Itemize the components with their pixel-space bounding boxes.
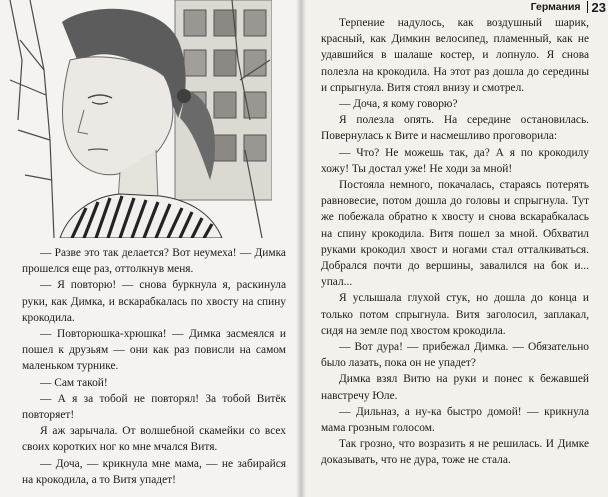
paragraph: — Доча, — крикнула мне мама, — не забирайся на крокодила, а то Витя упадет! [22,457,286,486]
paragraph: — Что? Не можешь так, да? А я по крокодилу хожу! Ты достал уже! Не ходи за мной! [321,146,589,175]
paragraph: — Я повторю! — снова буркнула я, раскинула руки, как Димка, и вскарабкалась по хвосту на спину крокодила. [22,279,286,324]
paragraph: — Разве это так делается? Вот неумеха! — Димка прошелся еще раз, оттолкнув меня. [22,247,286,276]
page-number: 23 [591,0,606,15]
paragraph: Я аж зарычала. От волшебной скамейки со всех своих коротких ног ко мне мчался Витя. [22,425,286,454]
paragraph: — Сам такой! [40,376,108,389]
running-header [531,0,608,14]
paragraph: Я услышала глухой стук, но дошла до конца и только потом спрыгнула. Витя заголосил, заплакал, сидя на земле под хвостом крокодила. [321,292,589,337]
paragraph: — Вот дура! — прибежал Димка. — Обязательно было лазать, пока он не упадет? [321,341,589,370]
girl-illustration [0,0,272,238]
book-gutter [296,0,306,497]
paragraph: Терпение надулось, как воздушный шарик, красный, как Димкин велосипед, пламенный, как не удавшийся в шалаше костер, и лопнуло. Я снова полезла на крокодила. На этот раз дошла до середины и спрыгнула. Витя стоял внизу и смотрел. [321,17,589,94]
paragraph: Димка взял Витю на руки и понес к бежавшей навстречу Юле. [321,373,589,402]
header-divider [587,1,588,13]
chapter-title: Германия [530,1,581,13]
paragraph: — А я за тобой не повторял! За тобой Витёк повторяет! [22,392,286,422]
right-text-block [321,15,589,469]
left-text-block [22,245,286,488]
right-page [301,0,608,497]
paragraph: — Дильназ, а ну-ка быстро домой! — крикнула мама грозным голосом. [321,405,589,435]
paragraph: Постояла немного, покачалась, стараясь потерять равновесие, потом дошла до головы и спрыгнула. Тут же побежала обратно к хвосту и снова вскарабкалась на спину крокодила. Витя пошел за мной. Обхватил руками крокодил хвост и ногами стал отталкиваться. Добрался почти до вершины, завалился на бок и... упал... [321,179,589,289]
paragraph: — Повторюшка-хрюшка! — Димка засмеялся и пошел к друзьям — они как раз повисли на самом маленьком турнике. [22,328,286,373]
left-page [0,0,301,497]
paragraph: Я полезла опять. На середине остановилась. Повернулась к Вите и насмешливо проговорила: [321,114,589,143]
paragraph: — Доча, я кому говорю? [339,98,458,111]
paragraph: Так грозно, что возразить я не решилась. И Димке доказывать, что не дура, тоже не стала. [321,438,589,467]
